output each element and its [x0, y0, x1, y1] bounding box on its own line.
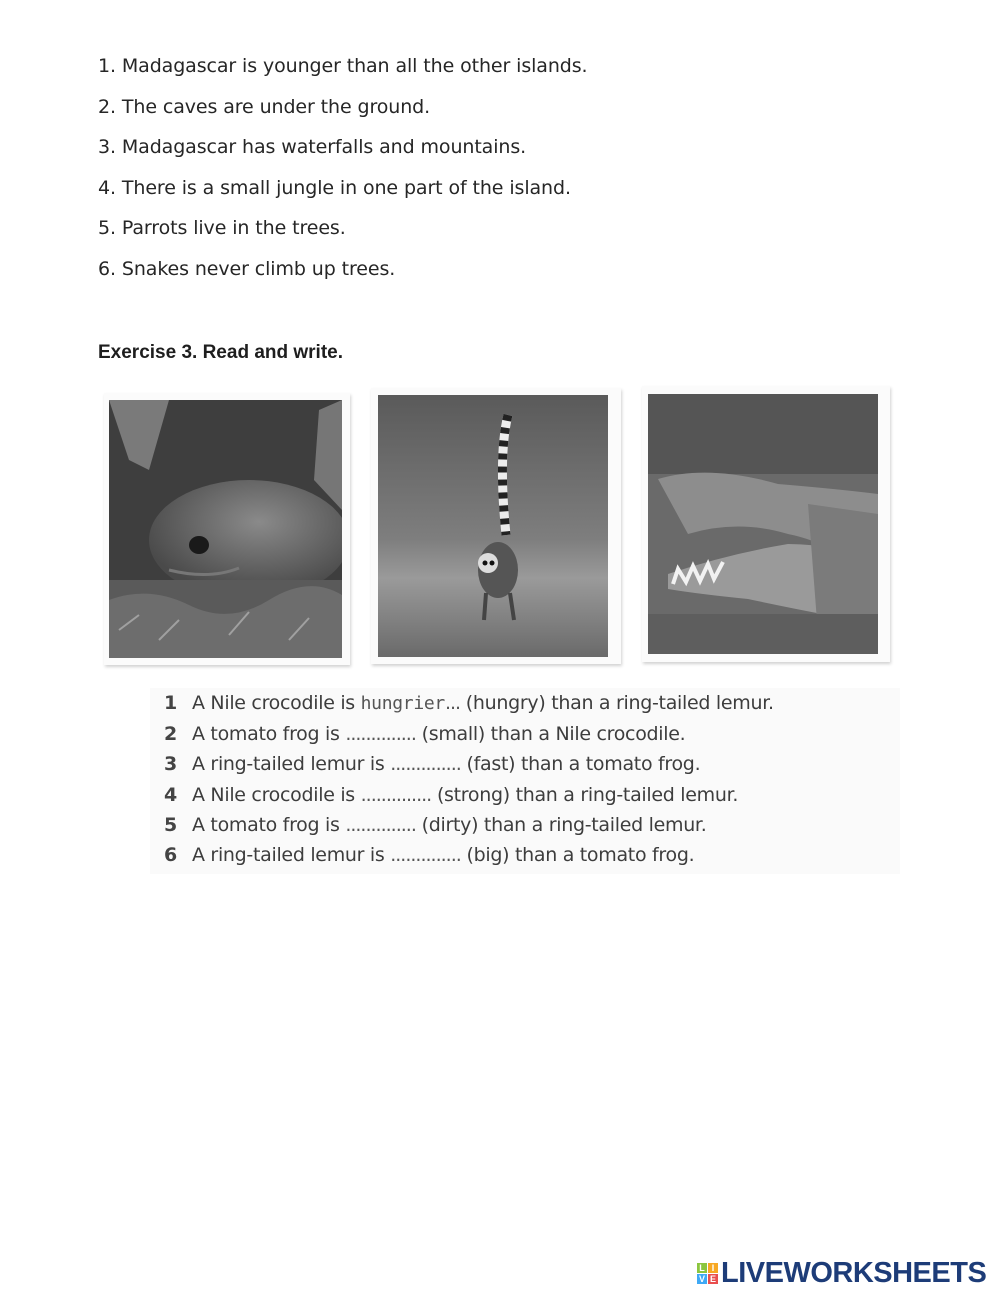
answer-field-5[interactable]: ..............: [345, 814, 416, 836]
statement-item: 6. Snakes never climb up trees.: [98, 257, 396, 280]
tomato-frog-image: [109, 400, 342, 658]
statement-list: [98, 56, 588, 299]
sentence-5: 5 A tomato frog is .............. (dirty) than a ring-tailed lemur.: [164, 814, 707, 836]
statement-item: 1. Madagascar is younger than all the other islands.: [98, 55, 588, 77]
sentence-4: 4 A Nile crocodile is .............. (strong) than a ring-tailed lemur.: [164, 784, 739, 806]
photo-frame-crocodile: [642, 386, 890, 662]
answer-field-2[interactable]: ..............: [345, 723, 416, 745]
sentence-1: 1 A Nile crocodile is hungrier... (hungry) than a ring-tailed lemur.: [164, 692, 774, 714]
sentence-2: 2 A tomato frog is .............. (small) than a Nile crocodile.: [164, 723, 686, 745]
statement-item: 3. Madagascar has waterfalls and mountains.: [98, 136, 527, 158]
answer-field-4[interactable]: ..............: [360, 784, 432, 806]
ring-tailed-lemur-image: [378, 395, 608, 657]
photo-frame-frog: [104, 393, 350, 665]
fill-in-sentences: [150, 688, 900, 874]
statement-item: 5. Parrots live in the trees.: [98, 217, 346, 239]
answer-field-3[interactable]: ..............: [390, 753, 461, 775]
sentence-3: 3 A ring-tailed lemur is .............. (fast) than a tomato frog.: [164, 753, 701, 775]
logo-live-icon: L I V E: [698, 1263, 716, 1284]
logo-text: LIVEWORKSHEETS: [721, 1257, 987, 1289]
sentence-6: 6 A ring-tailed lemur is .............. (big) than a tomato frog.: [164, 844, 695, 866]
statement-item: 4. There is a small jungle in one part of the island.: [98, 176, 571, 199]
liveworksheets-logo: [697, 1257, 986, 1290]
photo-frame-lemur: [371, 388, 621, 664]
answer-field-1[interactable]: hungrier: [360, 693, 445, 714]
answer-field-6[interactable]: ..............: [390, 844, 461, 866]
exercise-3-title: Exercise 3. Read and write.: [98, 342, 344, 363]
nile-crocodile-image: [648, 394, 878, 654]
statement-item: 2. The caves are under the ground.: [98, 95, 431, 118]
